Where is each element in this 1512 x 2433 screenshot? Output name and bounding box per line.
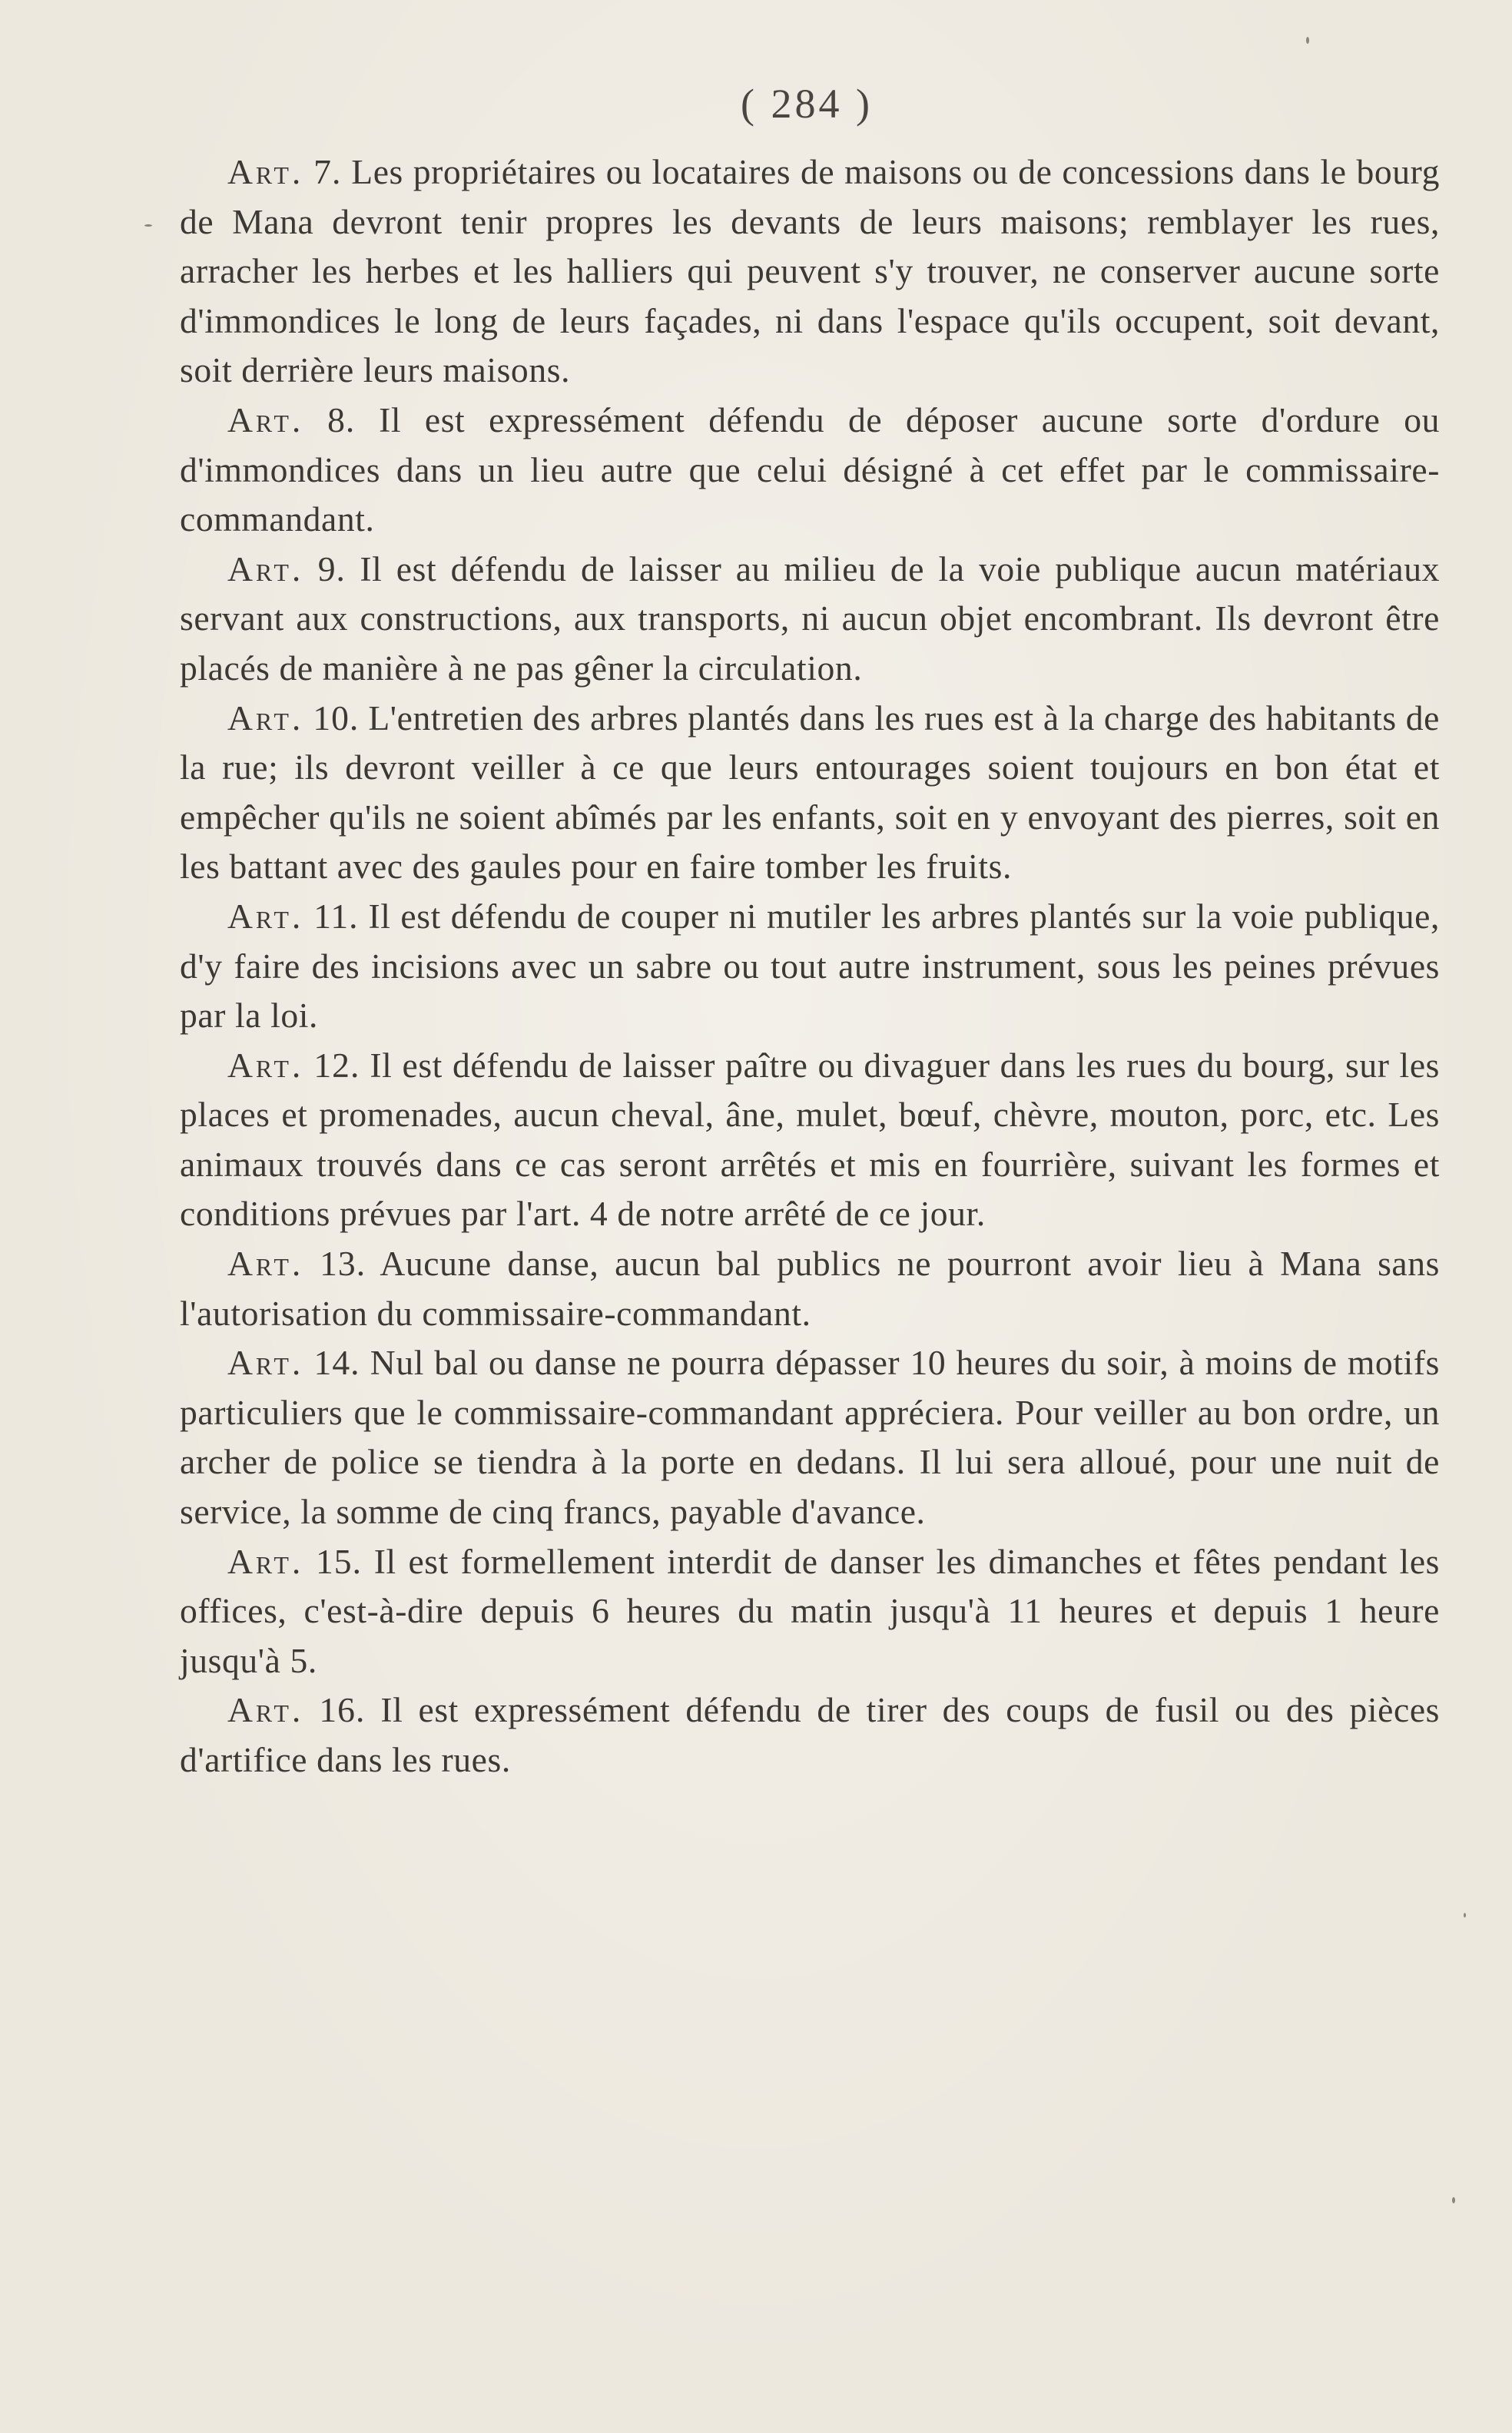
article-label: Art.: [227, 1045, 304, 1085]
article-text: Il est formellement interdit de danser les dimanches et fêtes pendant les offices, c'est-à-dire depuis 6 heures du matin jusqu'à 11 heures et depuis 1 heure jusqu'à 5.: [180, 1541, 1440, 1680]
paper-speck: [144, 224, 152, 227]
article-label: Art.: [227, 549, 304, 588]
article-text: Les propriétaires ou locataires de maisons ou de concessions dans le bourg de Mana devront tenir propres les devants de leurs maisons; remblayer les rues, arracher les herbes et les halliers qui peuvent s'y trouver, ne conserver aucune sorte d'immondices le long de leurs façades, ni dans l'espace qu'ils occupent, soit devant, soit derrière leurs maisons.: [180, 152, 1441, 390]
article-number: 14.: [313, 1343, 360, 1383]
article-number: 13.: [320, 1244, 366, 1284]
article-text: Il est défendu de couper ni mutiler les arbres plantés sur la voie publique, d'y faire des incisions avec un sabre ou tout autre instrument, sous les peines prévues par la loi.: [180, 896, 1440, 1036]
article-7: [180, 148, 1440, 396]
article-label: Art.: [227, 1690, 304, 1730]
article-label: Art.: [227, 1343, 304, 1383]
article-11: [180, 892, 1440, 1041]
article-text: L'entretien des arbres plantés dans les rues est à la charge des habitants de la rue; ils devront veiller à ce que leurs entourages soient toujours en bon état et empêcher qu'ils ne soient abîmés par les enfants, soit en y envoyant des pierres, soit en les battant avec des gaules pour en faire tomber les fruits.: [180, 698, 1440, 887]
paper-speck: [1306, 37, 1309, 44]
article-text: Il est expressément défendu de déposer aucune sorte d'ordure ou d'immondices dans un lieu autre que celui désigné à cet effet par le commissaire-commandant.: [180, 399, 1441, 539]
article-number: 9.: [317, 549, 346, 588]
article-16: [180, 1686, 1440, 1785]
article-10: [180, 694, 1440, 892]
article-label: Art.: [227, 698, 304, 738]
article-text: Il est défendu de laisser au milieu de la voie publique aucun matériaux servant aux constructions, aux transports, ni aucun objet encombrant. Ils devront être placés de manière à ne pas gêner la circulation.: [180, 549, 1441, 688]
article-label: Art.: [227, 1541, 304, 1581]
article-text: Il est défendu de laisser paître ou divaguer dans les rues du bourg, sur les places et promenades, aucun cheval, âne, mulet, bœuf, chèvre, mouton, porc, etc. Les animaux trouvés dans ce cas seront arrêtés et mis en fourrière, suivant les formes et conditions prévues par l'art. 4 de notre arrêté de ce jour.: [180, 1045, 1441, 1234]
article-9: [180, 545, 1440, 694]
article-text: Nul bal ou danse ne pourra dépasser 10 heures du soir, à moins de motifs particuliers que le commissaire-commandant appréciera. Pour veiller au bon ordre, un archer de police se tiendra à la porte en dedans. Il lui sera alloué, pour une nuit de service, la somme de cinq francs, payable d'avance.: [180, 1343, 1440, 1532]
article-12: [180, 1041, 1440, 1239]
paper-speck: [1464, 1913, 1466, 1918]
paper-speck: [1452, 2197, 1455, 2203]
article-text: Il est expressément défendu de tirer des coups de fusil ou des pièces d'artifice dans les rues.: [180, 1690, 1441, 1779]
article-number: 10.: [313, 698, 360, 738]
article-14: [180, 1338, 1440, 1536]
article-number: 8.: [327, 399, 356, 439]
article-number: 7.: [313, 152, 342, 191]
article-13: [180, 1239, 1440, 1338]
article-number: 16.: [319, 1690, 366, 1730]
article-text: Aucune danse, aucun bal publics ne pourront avoir lieu à Mana sans l'autorisation du commissaire-commandant.: [180, 1244, 1441, 1333]
article-label: Art.: [227, 1244, 304, 1284]
articles-text-block: [180, 148, 1440, 1785]
page-number: ( 284 ): [741, 81, 873, 127]
article-8: [180, 396, 1440, 545]
article-number: 15.: [316, 1541, 362, 1581]
article-label: Art.: [227, 152, 304, 191]
article-label: Art.: [227, 399, 304, 439]
article-15: [180, 1537, 1440, 1686]
article-number: 11.: [313, 896, 359, 936]
article-label: Art.: [227, 896, 304, 936]
article-number: 12.: [313, 1045, 360, 1085]
